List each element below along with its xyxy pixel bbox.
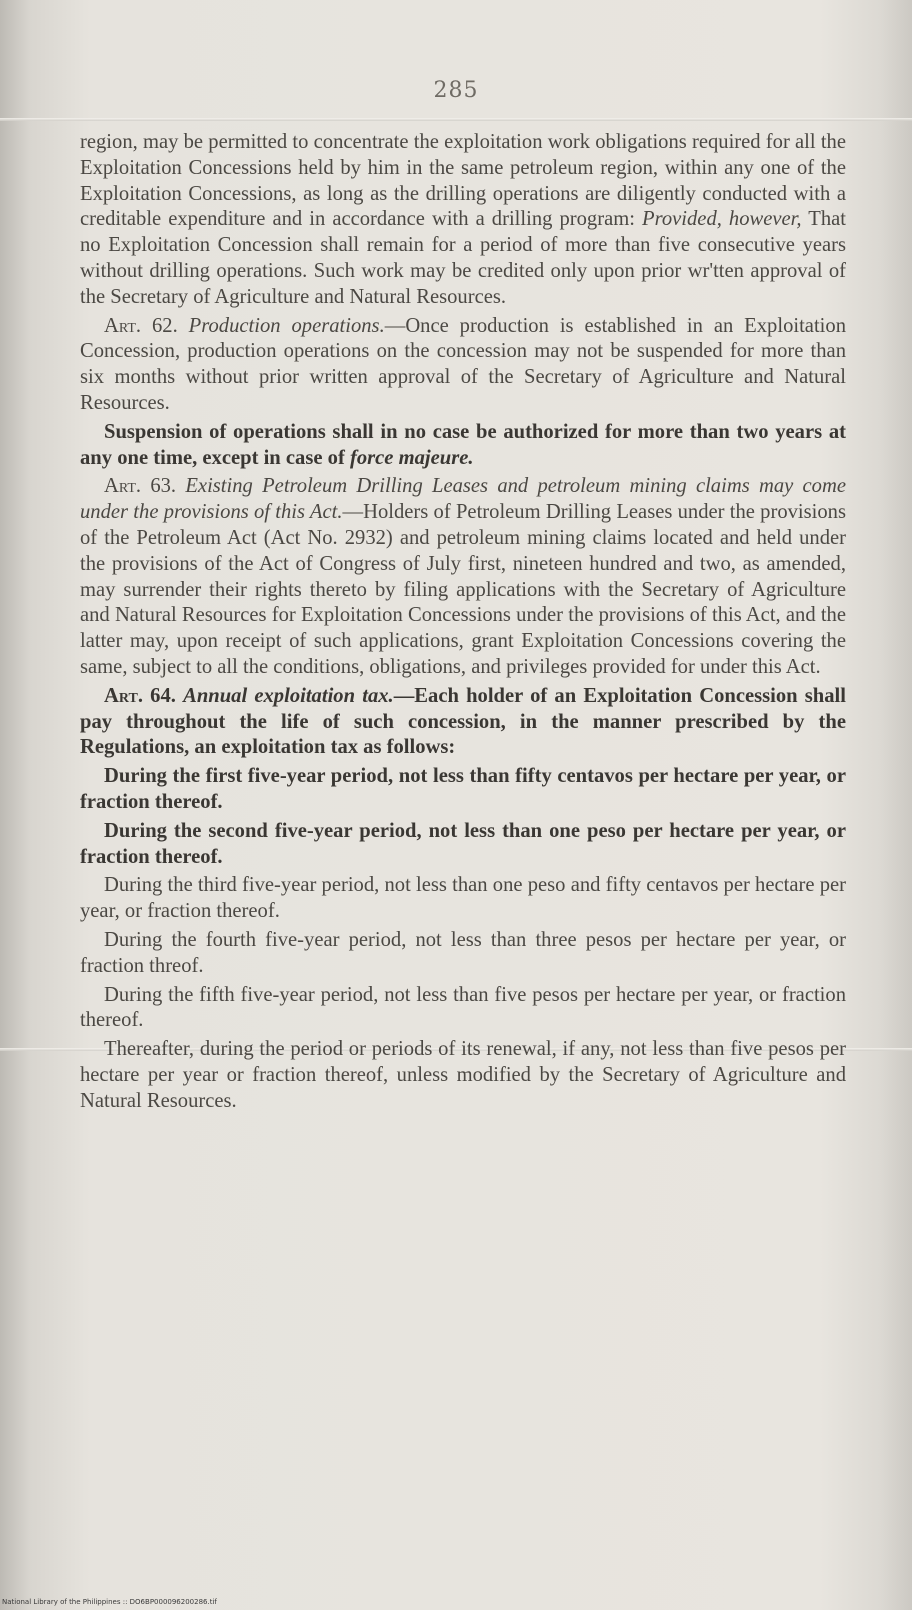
article-label: Art. 62.: [104, 314, 178, 337]
paragraph-continued: [80, 130, 846, 311]
article-text: —Holders of Petroleum Drilling Leases under the provisions of the Petroleum Act (Act No. 2932) and petroleum mining claims located and held under the provisions of the Act of Congress of July first, nineteen hundred and two, as amended, may surrender their rights thereto by filing applications with the Secretary of Agriculture and Natural Resources for Exploitation Concessions under the provisions of this Act, and the latter may, upon receipt of such applications, grant Exploitation Concessions covering the same, subject to all the conditions, obligations, and privileges provided for under this Act.: [80, 501, 846, 678]
source-footer: National Library of the Philippines :: DO6BP000096200286.tif: [2, 1598, 217, 1606]
paragraph-text: region, may be permitted to concentrate the exploitation work obligations required for all the Exploitation Concessions held by him in the same petroleum region, within any one of the Exploitation Concessions, as long as the drilling operations are diligently conducted with a creditable expenditure and in accordance with a drilling program:: [80, 131, 846, 231]
force-majeure-emphasis: force majeure.: [349, 446, 474, 469]
proviso-emphasis: Provided, however,: [642, 208, 802, 231]
tax-fourth-period: During the fourth five-year period, not less than three pesos per hectare per year, or fraction threof.: [80, 928, 846, 977]
paragraph-text: Suspension of operations shall in no case be authorized for more than two years at any one time, except in case of: [80, 420, 846, 469]
article-63: [80, 474, 846, 680]
tax-third-period: During the third five-year period, not less than one peso and fifty centavos per hectare per year, or fraction thereof.: [80, 874, 846, 923]
article-text: —Once production is established in an Exploitation Concession, production operations on the concession may not be suspended for more than six months without prior written approval of the Secretary of Agriculture and Natural Resources.: [80, 314, 846, 414]
article-62: [80, 314, 846, 417]
paragraph-suspension: [80, 420, 846, 472]
article-title: Existing Petroleum Drilling Leases and petroleum mining claims may come under the provisions of this Act.: [80, 475, 846, 524]
article-title: Production operations.: [188, 314, 385, 337]
page-fold-line: [0, 118, 912, 121]
article-text: —Each holder of an Exploitation Concession shall pay throughout the life of such concession, in the manner prescribed by the Regulations, an exploitation tax as follows:: [80, 684, 846, 759]
paragraph-text: That no Exploitation Concession shall remain for a period of more than five consecutive years without drilling operations. Such work may be credited only upon prior wr'tten approval of the Secretary of Agriculture and Natural Resources.: [80, 208, 846, 308]
document-body: [80, 130, 846, 1460]
tax-second-period: During the second five-year period, not less than one peso per hectare per year, or fraction thereof.: [80, 819, 846, 868]
article-label: Art. 63.: [104, 475, 177, 498]
article-64: [80, 684, 846, 761]
tax-fifth-period: During the fifth five-year period, not less than five pesos per hectare per year, or fraction thereof.: [80, 983, 846, 1032]
article-title: Annual exploitation tax.: [183, 684, 394, 707]
page-number: 285: [433, 78, 479, 103]
article-label: Art. 64.: [104, 684, 176, 707]
tax-renewal-period: Thereafter, during the period or periods of its renewal, if any, not less than five pesos per hectare per year or fraction thereof, unless modified by the Secretary of Agriculture and Natural Resources.: [80, 1038, 846, 1112]
tax-first-period: During the first five-year period, not less than fifty centavos per hectare per year, or fraction thereof.: [80, 765, 846, 813]
